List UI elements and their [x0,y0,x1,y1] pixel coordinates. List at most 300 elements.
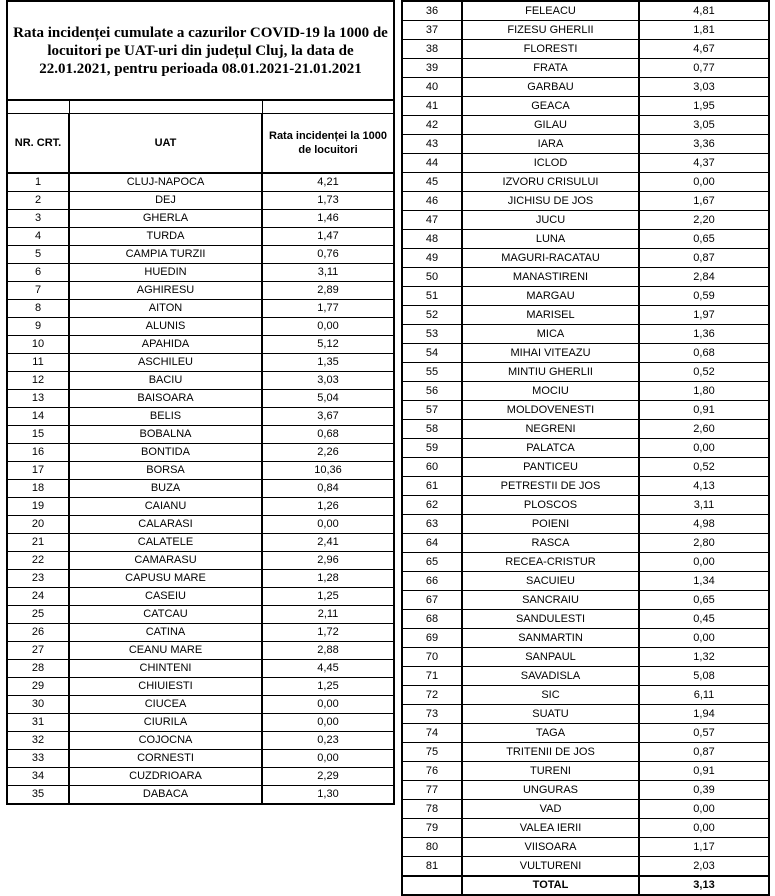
table-row [402,1,769,21]
row-number: 68 [402,610,462,629]
incidence-rate: 3,11 [639,496,769,515]
incidence-rate: 1,25 [262,678,394,696]
row-number: 26 [7,624,69,642]
row-number: 69 [402,629,462,648]
spacer-cell [262,100,394,114]
uat-name: BORSA [69,462,262,480]
uat-name: BUZA [69,480,262,498]
incidence-rate: 4,67 [639,40,769,59]
table-row [402,857,769,877]
incidence-rate: 3,03 [639,78,769,97]
table-row [7,552,394,570]
table-row [402,59,769,78]
table-row [7,732,394,750]
incidence-rate: 0,77 [639,59,769,78]
incidence-rate: 0,00 [262,696,394,714]
table-row [402,382,769,401]
row-number: 9 [7,318,69,336]
row-number: 54 [402,344,462,363]
uat-name: CIUCEA [69,696,262,714]
uat-name: CALARASI [69,516,262,534]
table-row [402,705,769,724]
incidence-rate: 2,60 [639,420,769,439]
row-number: 30 [7,696,69,714]
table-row [402,629,769,648]
row-number: 78 [402,800,462,819]
row-number: 42 [402,116,462,135]
table-row [402,116,769,135]
uat-name: UNGURAS [462,781,639,800]
row-number: 58 [402,420,462,439]
row-number: 32 [7,732,69,750]
row-number: 50 [402,268,462,287]
incidence-rate: 4,81 [639,1,769,21]
uat-name: MIHAI VITEAZU [462,344,639,363]
incidence-rate: 0,00 [262,516,394,534]
table-row [402,800,769,819]
incidence-rate: 5,04 [262,390,394,408]
table-row [7,606,394,624]
uat-name: MARGAU [462,287,639,306]
table-row [402,667,769,686]
uat-name: HUEDIN [69,264,262,282]
total-label: TOTAL [462,876,639,895]
uat-name: SANMARTIN [462,629,639,648]
uat-name: PANTICEU [462,458,639,477]
uat-name: CASEIU [69,588,262,606]
row-number: 8 [7,300,69,318]
table-row [402,439,769,458]
incidence-rate: 1,46 [262,210,394,228]
incidence-rate: 1,72 [262,624,394,642]
row-number: 41 [402,97,462,116]
row-number: 63 [402,515,462,534]
table-row [7,534,394,552]
row-number: 55 [402,363,462,382]
row-number: 75 [402,743,462,762]
table-row [7,768,394,786]
incidence-rate: 1,28 [262,570,394,588]
table-row [402,135,769,154]
uat-name: DEJ [69,192,262,210]
table-row [402,325,769,344]
incidence-rate: 1,17 [639,838,769,857]
table-row [7,786,394,805]
incidence-rate: 1,30 [262,786,394,805]
incidence-rate: 2,89 [262,282,394,300]
row-number: 38 [402,40,462,59]
right-table [401,0,770,896]
uat-name: GARBAU [462,78,639,97]
uat-name: APAHIDA [69,336,262,354]
row-number: 71 [402,667,462,686]
incidence-rate: 3,03 [262,372,394,390]
row-number: 24 [7,588,69,606]
incidence-rate: 1,77 [262,300,394,318]
uat-name: SANDULESTI [462,610,639,629]
uat-name: CHINTENI [69,660,262,678]
row-number: 16 [7,444,69,462]
spacer-cell [7,100,69,114]
row-number: 51 [402,287,462,306]
table-row [402,686,769,705]
table-row [402,610,769,629]
row-number: 60 [402,458,462,477]
incidence-rate: 2,20 [639,211,769,230]
uat-name: VALEA IERII [462,819,639,838]
incidence-rate: 0,23 [262,732,394,750]
total-rate: 3,13 [639,876,769,895]
row-number: 7 [7,282,69,300]
incidence-rate: 5,12 [262,336,394,354]
row-number: 29 [7,678,69,696]
incidence-rate: 2,88 [262,642,394,660]
row-number: 33 [7,750,69,768]
uat-name: SAVADISLA [462,667,639,686]
uat-name: MARISEL [462,306,639,325]
incidence-rate: 2,96 [262,552,394,570]
uat-name: CATINA [69,624,262,642]
uat-name: CAMARASU [69,552,262,570]
uat-name: GEACA [462,97,639,116]
incidence-rate: 2,03 [639,857,769,877]
uat-name: ICLOD [462,154,639,173]
table-row [7,624,394,642]
uat-name: VIISOARA [462,838,639,857]
uat-name: TAGA [462,724,639,743]
incidence-rate: 1,26 [262,498,394,516]
row-number: 15 [7,426,69,444]
table-row [402,230,769,249]
row-number: 2 [7,192,69,210]
uat-name: FLORESTI [462,40,639,59]
uat-name: SACUIEU [462,572,639,591]
row-number: 73 [402,705,462,724]
uat-name: ASCHILEU [69,354,262,372]
incidence-rate: 0,00 [262,318,394,336]
row-number: 27 [7,642,69,660]
row-number: 22 [7,552,69,570]
header-nr: NR. CRT. [7,114,69,174]
row-number: 31 [7,714,69,732]
table-row [7,246,394,264]
row-number: 6 [7,264,69,282]
row-number: 10 [7,336,69,354]
table-row [7,300,394,318]
incidence-rate: 0,65 [639,230,769,249]
table-row [402,458,769,477]
uat-name: CUZDRIOARA [69,768,262,786]
uat-name: SUATU [462,705,639,724]
table-row [7,390,394,408]
table-row [402,363,769,382]
left-table [6,0,395,805]
table-row [402,819,769,838]
incidence-rate: 0,52 [639,458,769,477]
row-number: 52 [402,306,462,325]
row-number: 20 [7,516,69,534]
table-row [402,591,769,610]
row-number: 67 [402,591,462,610]
uat-name: CIURILA [69,714,262,732]
incidence-rate: 5,08 [639,667,769,686]
incidence-rate: 3,11 [262,264,394,282]
spacer-cell [69,100,262,114]
incidence-rate: 1,94 [639,705,769,724]
uat-name: MICA [462,325,639,344]
incidence-rate: 3,36 [639,135,769,154]
header-uat: UAT [69,114,262,174]
uat-name: TURDA [69,228,262,246]
table-row [402,477,769,496]
table-row [402,306,769,325]
uat-name: POIENI [462,515,639,534]
uat-name: JUCU [462,211,639,230]
row-number: 49 [402,249,462,268]
row-number: 64 [402,534,462,553]
header-rate: Rata incidenței la 1000 de locuitori [262,114,394,174]
table-row [402,648,769,667]
uat-name: MANASTIRENI [462,268,639,287]
uat-name: CATCAU [69,606,262,624]
uat-name: GILAU [462,116,639,135]
incidence-rate: 0,65 [639,591,769,610]
uat-name: CAMPIA TURZII [69,246,262,264]
uat-name: AITON [69,300,262,318]
incidence-rate: 1,95 [639,97,769,116]
table-row [402,401,769,420]
uat-name: CAPUSU MARE [69,570,262,588]
incidence-rate: 4,13 [639,477,769,496]
row-number: 12 [7,372,69,390]
row-number: 61 [402,477,462,496]
row-number: 25 [7,606,69,624]
table-row [7,408,394,426]
table-row [7,318,394,336]
uat-name: BELIS [69,408,262,426]
table-row [402,287,769,306]
uat-name: PALATCA [462,439,639,458]
row-number: 74 [402,724,462,743]
table-row [402,249,769,268]
incidence-rate: 1,67 [639,192,769,211]
total-row [402,876,769,895]
incidence-rate: 0,00 [639,439,769,458]
incidence-rate: 0,52 [639,363,769,382]
row-number: 14 [7,408,69,426]
row-number: 19 [7,498,69,516]
table-row [402,192,769,211]
incidence-rate: 1,34 [639,572,769,591]
uat-name: IARA [462,135,639,154]
incidence-rate: 0,00 [262,750,394,768]
table-row [402,515,769,534]
row-number: 70 [402,648,462,667]
uat-name: DABACA [69,786,262,805]
table-row [402,78,769,97]
table-row [7,642,394,660]
row-number: 18 [7,480,69,498]
row-number: 11 [7,354,69,372]
table-row [402,211,769,230]
uat-name: MOLDOVENESTI [462,401,639,420]
table-row [7,264,394,282]
uat-name: CEANU MARE [69,642,262,660]
uat-name: FRATA [462,59,639,78]
incidence-rate: 0,45 [639,610,769,629]
incidence-rate: 0,00 [639,800,769,819]
row-number: 21 [7,534,69,552]
incidence-rate: 4,45 [262,660,394,678]
incidence-rate: 2,11 [262,606,394,624]
spacer-row [7,100,394,114]
uat-name: BACIU [69,372,262,390]
row-number: 45 [402,173,462,192]
table-row [402,97,769,116]
uat-name: CALATELE [69,534,262,552]
table-row [402,743,769,762]
uat-name: BAISOARA [69,390,262,408]
row-number: 4 [7,228,69,246]
table-row [7,282,394,300]
uat-name: COJOCNA [69,732,262,750]
row-number: 59 [402,439,462,458]
row-number: 35 [7,786,69,805]
incidence-rate: 0,00 [639,173,769,192]
row-number: 17 [7,462,69,480]
row-number: 23 [7,570,69,588]
row-number: 40 [402,78,462,97]
row-number: 36 [402,1,462,21]
table-row [7,588,394,606]
uat-name: FIZESU GHERLII [462,21,639,40]
uat-name: VULTURENI [462,857,639,877]
uat-name: JICHISU DE JOS [462,192,639,211]
incidence-rate: 1,25 [262,588,394,606]
uat-name: AGHIRESU [69,282,262,300]
table-row [402,268,769,287]
table-row [7,696,394,714]
table-row [7,480,394,498]
table-row [402,838,769,857]
table-row [7,444,394,462]
incidence-rate: 3,05 [639,116,769,135]
incidence-rate: 0,00 [639,819,769,838]
uat-name: MOCIU [462,382,639,401]
table-row [7,228,394,246]
incidence-rate: 4,21 [262,173,394,192]
uat-name: BONTIDA [69,444,262,462]
incidence-rate: 0,68 [262,426,394,444]
uat-name: CLUJ-NAPOCA [69,173,262,192]
table-row [7,372,394,390]
uat-name: GHERLA [69,210,262,228]
incidence-rate: 0,59 [639,287,769,306]
incidence-rate: 1,97 [639,306,769,325]
row-number: 28 [7,660,69,678]
row-number: 1 [7,173,69,192]
row-number: 79 [402,819,462,838]
uat-name: CORNESTI [69,750,262,768]
incidence-rate: 1,80 [639,382,769,401]
uat-name: SANCRAIU [462,591,639,610]
table-row [402,154,769,173]
row-number: 34 [7,768,69,786]
incidence-rate: 2,26 [262,444,394,462]
row-number: 80 [402,838,462,857]
table-row [402,553,769,572]
table-row [7,462,394,480]
table-row [7,678,394,696]
incidence-rate: 1,47 [262,228,394,246]
uat-name: NEGRENI [462,420,639,439]
uat-name: IZVORU CRISULUI [462,173,639,192]
incidence-rate: 4,37 [639,154,769,173]
row-number: 62 [402,496,462,515]
incidence-rate: 2,84 [639,268,769,287]
row-number: 81 [402,857,462,877]
incidence-rate: 0,87 [639,743,769,762]
row-number: 48 [402,230,462,249]
incidence-rate: 1,73 [262,192,394,210]
table-row [7,516,394,534]
table-row [7,354,394,372]
header-row [7,114,394,174]
table-row [7,426,394,444]
incidence-rate: 0,00 [262,714,394,732]
uat-name: PLOSCOS [462,496,639,515]
table-row [402,762,769,781]
incidence-rate: 0,00 [639,629,769,648]
table-row [402,534,769,553]
uat-name: MINTIU GHERLII [462,363,639,382]
table-row [402,572,769,591]
row-number: 53 [402,325,462,344]
incidence-rate: 4,98 [639,515,769,534]
incidence-rate: 2,41 [262,534,394,552]
row-number: 13 [7,390,69,408]
incidence-rate: 0,84 [262,480,394,498]
row-number: 56 [402,382,462,401]
row-number: 46 [402,192,462,211]
uat-name: TURENI [462,762,639,781]
incidence-rate: 10,36 [262,462,394,480]
table-row [402,420,769,439]
row-number: 39 [402,59,462,78]
uat-name: SANPAUL [462,648,639,667]
incidence-rate: 2,29 [262,768,394,786]
table-row [402,173,769,192]
uat-name: RASCA [462,534,639,553]
uat-name: BOBALNA [69,426,262,444]
row-number: 47 [402,211,462,230]
row-number: 76 [402,762,462,781]
row-number: 65 [402,553,462,572]
uat-name: TRITENII DE JOS [462,743,639,762]
uat-name: CHIUIESTI [69,678,262,696]
incidence-rate: 0,00 [639,553,769,572]
incidence-rate: 6,11 [639,686,769,705]
incidence-rate: 1,36 [639,325,769,344]
table-title: Rata incidenței cumulate a cazurilor COVID-19 la 1000 de locuitori pe UAT-uri din județul Cluj, la data de 22.01.2021, pentru perioada 08.01.2021-21.01.2021 [7,1,394,100]
incidence-rate: 0,76 [262,246,394,264]
uat-name: MAGURI-RACATAU [462,249,639,268]
table-row [7,498,394,516]
incidence-rate: 0,87 [639,249,769,268]
incidence-rate: 0,68 [639,344,769,363]
row-number: 57 [402,401,462,420]
title-row [7,1,394,100]
